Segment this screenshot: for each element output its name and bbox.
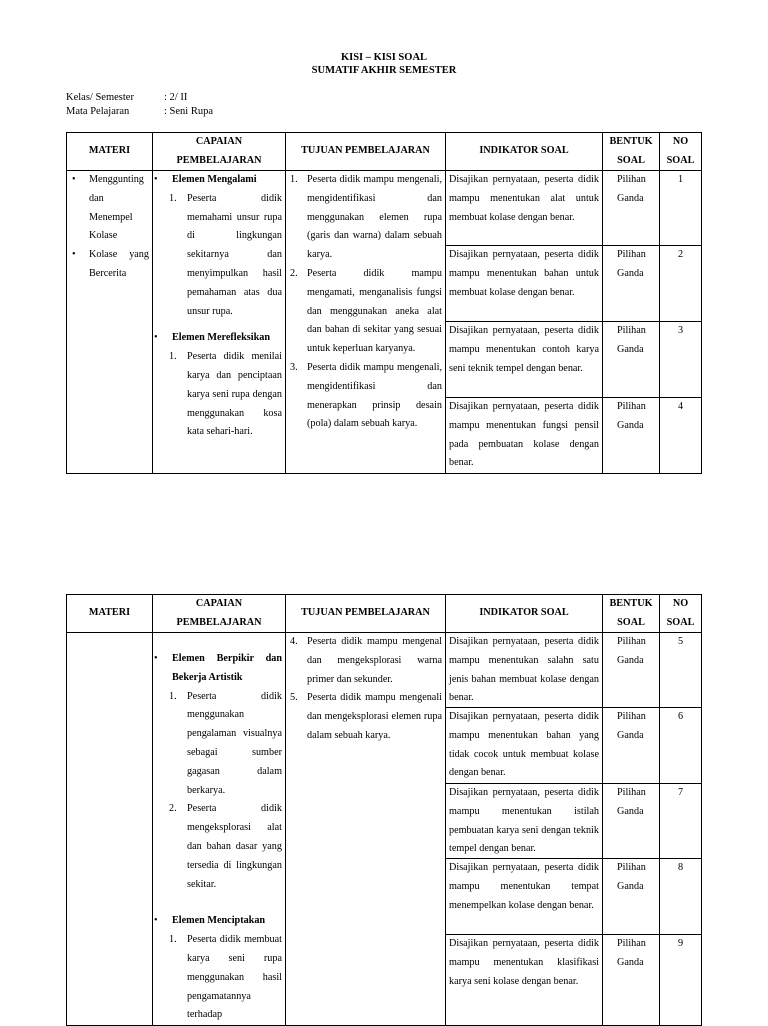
- no-text: 2: [677, 249, 684, 260]
- no-text: 6: [677, 711, 684, 722]
- kisi-table-2: [66, 594, 702, 1026]
- indikator-text: Disajikan pernyataan, peserta didik mampu menentukan tempat menempelkan kolase dengan benar.: [449, 862, 599, 911]
- capaian-item: 1. Peserta didik menilai karya dan penciptaan karya seni rupa dengan menggunakan kosa kata sehari-hari.: [169, 351, 282, 438]
- materi-item: • Menggunting dan Menempel Kolase: [70, 171, 149, 246]
- col-materi: MATERI: [67, 133, 153, 171]
- bentuk-text: Pilihan Ganda: [617, 787, 646, 817]
- kelas-value: : 2/ II: [164, 92, 188, 103]
- bentuk-text: Pilihan Ganda: [617, 938, 646, 968]
- col-indikator: INDIKATOR SOAL: [446, 133, 603, 171]
- indikator-text: Disajikan pernyataan, peserta didik mampu menentukan bahan yang tidak cocok untuk membuat kolase dengan benar.: [449, 711, 599, 779]
- capaian-cell: [153, 633, 286, 1026]
- col-capaian: CAPAIAN PEMBELAJARAN: [153, 133, 286, 171]
- capaian-item: 1. Peserta didik memahami unsur rupa di lingkungan sekitarnya dan menyimpulkan hasil pemahaman atas dua unsur rupa.: [169, 192, 282, 317]
- indikator-text: Disajikan pernyataan, peserta didik mampu menentukan istilah pembuatan karya seni dengan teknik tempel dengan benar.: [449, 787, 599, 855]
- document-subtitle: SUMATIF AKHIR SEMESTER: [311, 65, 457, 76]
- bentuk-text: Pilihan Ganda: [617, 711, 646, 741]
- capaian-item: 1. Peserta didik membuat karya seni rupa menggunakan hasil pengamatannya terhadap: [169, 934, 282, 1021]
- indikator-cell: [446, 633, 603, 1026]
- tujuan-item: 5. Peserta didik mampu mengenali dan mengeksplorasi elemen rupa dalam sebuah karya.: [290, 692, 442, 741]
- tujuan-cell: [286, 171, 446, 474]
- no-text: 7: [677, 787, 684, 798]
- mapel-value: : Seni Rupa: [164, 106, 213, 117]
- document-title: KISI – KISI SOAL: [340, 52, 428, 63]
- meta-mapel: [66, 106, 213, 117]
- bentuk-text: Pilihan Ganda: [617, 174, 646, 204]
- meta-kelas: [66, 92, 187, 103]
- no-text: 4: [677, 401, 684, 412]
- bentuk-text: Pilihan Ganda: [617, 636, 646, 666]
- tujuan-item: 3. Peserta didik mampu mengenali, mengidentifikasi dan menerapkan prinsip desain (pola) dalam sebuah karya.: [290, 361, 442, 430]
- col-tujuan: TUJUAN PEMBELAJARAN: [286, 595, 446, 633]
- indikator-text: Disajikan pernyataan, peserta didik mampu menentukan salahn satu jenis bahan membuat kolase dengan benar.: [449, 636, 599, 704]
- table-row: [67, 633, 702, 1026]
- bentuk-text: Pilihan Ganda: [617, 249, 646, 279]
- no-text: 3: [677, 325, 684, 336]
- materi-cell: [67, 171, 153, 474]
- elemen-title: • Elemen Menciptakan: [155, 912, 282, 931]
- table-header-row: [67, 595, 702, 633]
- no-text: 9: [677, 938, 684, 949]
- indikator-text: Disajikan pernyataan, peserta didik mampu menentukan fungsi pensil pada pembuatan kolase dengan benar.: [449, 401, 599, 469]
- bentuk-cell: [603, 171, 660, 474]
- col-no: NO SOAL: [660, 595, 702, 633]
- materi-item: • Kolase yang Bercerita: [70, 246, 149, 284]
- capaian-item: 2. Peserta didik mengeksplorasi alat dan bahan dasar yang tersedia di lingkungan sekitar.: [169, 803, 282, 890]
- tujuan-item: 1. Peserta didik mampu mengenali, mengidentifikasi dan menggunakan elemen rupa (garis dan warna) dalam sebuah karya.: [290, 174, 442, 261]
- elemen-title: • Elemen Mengalami: [155, 171, 282, 190]
- mapel-label: Mata Pelajaran: [66, 106, 130, 117]
- indikator-text: Disajikan pernyataan, peserta didik mampu menentukan alat untuk membuat kolase dengan benar.: [449, 174, 599, 223]
- capaian-item: 1. Peserta didik menggunakan pengalaman visualnya sebagai sumber gagasan dalam berkarya.: [169, 690, 282, 796]
- col-no: NO SOAL: [660, 133, 702, 171]
- tujuan-cell: [286, 633, 446, 1026]
- bentuk-text: Pilihan Ganda: [617, 401, 646, 431]
- col-bentuk: BENTUK SOAL: [603, 133, 660, 171]
- table-row: [67, 171, 702, 474]
- bentuk-cell: [603, 633, 660, 1026]
- indikator-cell: [446, 171, 603, 474]
- indikator-text: Disajikan pernyataan, peserta didik mampu menentukan bahan untuk membuat kolase dengan benar.: [449, 249, 599, 298]
- kelas-label: Kelas/ Semester: [66, 92, 134, 103]
- indikator-text: Disajikan pernyataan, peserta didik mampu menentukan klasifikasi karya seni kolase dengan benar.: [449, 938, 599, 987]
- indikator-text: Disajikan pernyataan, peserta didik mampu menentukan contoh karya seni teknik tempel dengan benar.: [449, 325, 599, 374]
- no-cell: [660, 171, 702, 474]
- bentuk-text: Pilihan Ganda: [617, 862, 646, 892]
- col-indikator: INDIKATOR SOAL: [446, 595, 603, 633]
- col-bentuk: BENTUK SOAL: [603, 595, 660, 633]
- col-tujuan: TUJUAN PEMBELAJARAN: [286, 133, 446, 171]
- no-text: 1: [677, 174, 684, 185]
- elemen-title: • Elemen Berpikir dan Bekerja Artistik: [155, 650, 282, 688]
- tujuan-item: 4. Peserta didik mampu mengenal dan mengeksplorasi warna primer dan sekunder.: [290, 636, 442, 685]
- no-cell: [660, 633, 702, 1026]
- no-text: 8: [677, 862, 684, 873]
- bentuk-text: Pilihan Ganda: [617, 325, 646, 355]
- table-header-row: [67, 133, 702, 171]
- col-materi: MATERI: [67, 595, 153, 633]
- no-text: 5: [677, 636, 684, 647]
- capaian-cell: [153, 171, 286, 474]
- kisi-table-1: [66, 132, 702, 474]
- tujuan-item: 2. Peserta didik mampu mengamati, menganalisis fungsi dan menggunakan aneka alat dan bahan di sekitar yang sesuai untuk keperluan karyanya.: [290, 267, 442, 355]
- col-capaian: CAPAIAN PEMBELAJARAN: [153, 595, 286, 633]
- elemen-title: • Elemen Merefleksikan: [155, 329, 282, 348]
- materi-cell: [67, 633, 153, 1026]
